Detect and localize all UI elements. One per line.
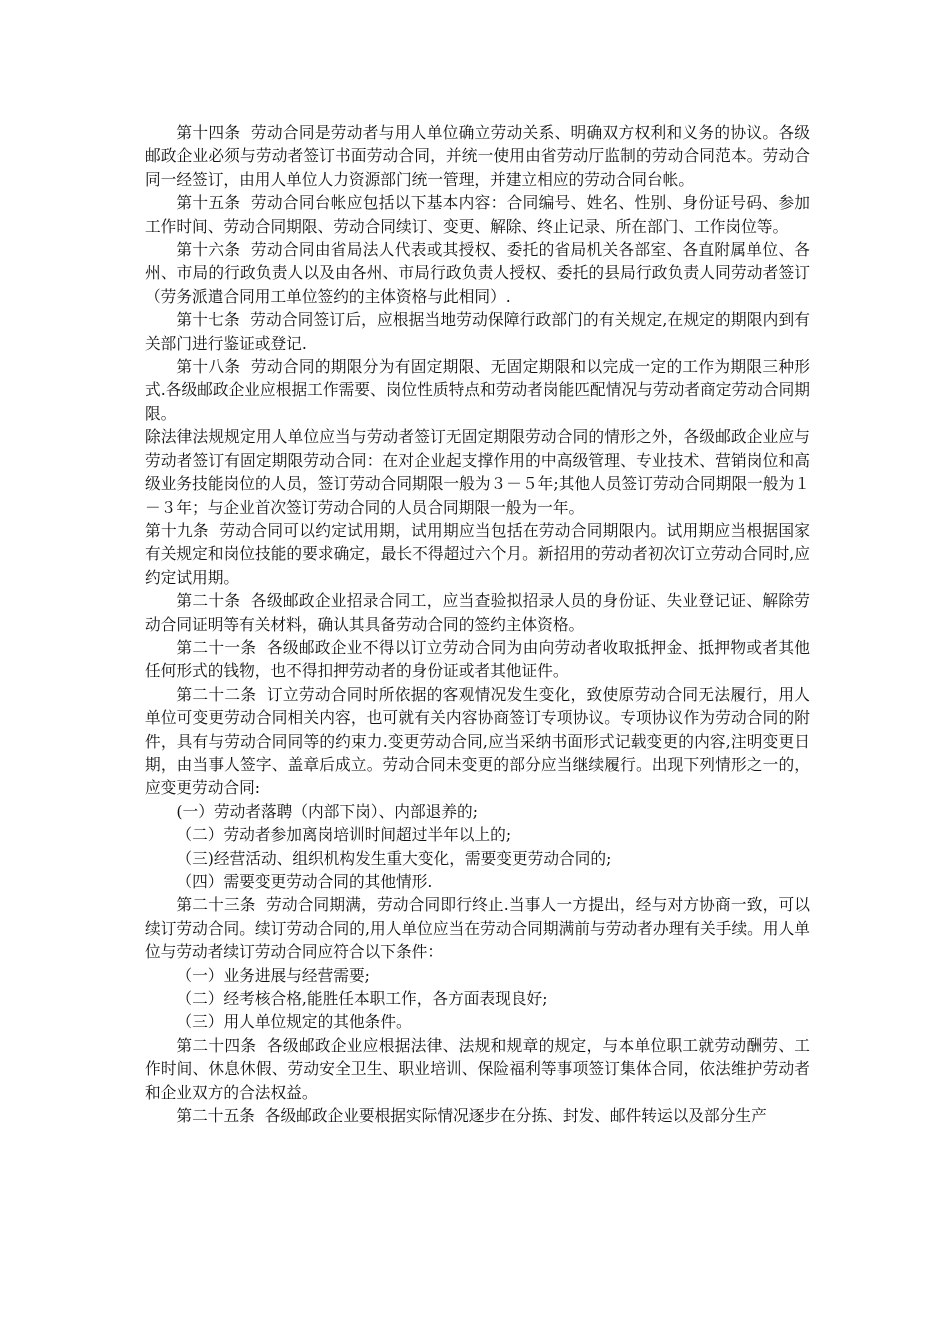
article-25: 第二十五条 各级邮政企业要根据实际情况逐步在分拣、封发、邮件转运以及部分生产: [176, 1106, 767, 1126]
article-23-item-2: （二）经考核合格,能胜任本职工作，各方面表现良好;: [176, 989, 548, 1009]
article-24: 第二十四条 各级邮政企业应根据法律、法规和规章的规定，与本单位职工就劳动酬劳、工作时间、休息休假、劳动安全卫生、职业培训、保险福利等事项签订集体合同，依法维护劳动者和企业双方的合法权益。: [145, 1035, 810, 1102]
article-23-item-1: （一）业务进展与经营需要;: [176, 965, 370, 985]
article-22-item-3: （三)经营活动、组织机构发生重大变化，需要变更劳动合同的;: [176, 848, 612, 868]
article-19: 第十九条 劳动合同可以约定试用期，试用期应当包括在劳动合同期限内。试用期应当根据国家有关规定和岗位技能的要求确定，最长不得超过六个月。新招用的劳动者初次订立劳动合同时,应约定试用期。: [145, 520, 810, 587]
article-22-item-4: （四）需要变更劳动合同的其他情形.: [176, 872, 433, 891]
article-22: 第二十二条 订立劳动合同时所依据的客观情况发生变化，致使原劳动合同无法履行，用人单位可变更劳动合同相关内容，也可就有关内容协商签订专项协议。专项协议作为劳动合同的附件，具有与劳动合同同等的约束力.变更劳动合同,应当采纳书面形式记载变更的内容,注明变更日期，由当事人签字、盖章后成立。劳动合同未变更的部分应当继续履行。出现下列情形之一的，应变更劳动合同:: [145, 684, 810, 798]
article-22-item-2: （二）劳动者参加离岗培训时间超过半年以上的;: [176, 825, 512, 845]
article-18: 第十八条 劳动合同的期限分为有固定期限、无固定期限和以完成一定的工作为期限三种形式.各级邮政企业应根据工作需要、岗位性质特点和劳动者岗能匹配情况与劳动者商定劳动合同期限。: [145, 357, 810, 423]
article-21: 第二十一条 各级邮政企业不得以订立劳动合同为由向劳动者收取抵押金、抵押物或者其他任何形式的钱物，也不得扣押劳动者的身份证或者其他证件。: [145, 637, 810, 681]
article-22-item-1: (一）劳动者落聘（内部下岗）、内部退养的;: [176, 801, 479, 821]
article-18-continuation: 除法律法规规定用人单位应当与劳动者签订无固定期限劳动合同的情形之外，各级邮政企业应与劳动者签订有固定期限劳动合同：在对企业起支撑作用的中高级管理、专业技术、营销岗位和高级业务技能岗位的人员，签订劳动合同期限一般为３－５年;其他人员签订劳动合同期限一般为１－３年；与企业首次签订劳动合同的人员合同期限一般为一年。: [145, 427, 810, 517]
article-14: 第十四条 劳动合同是劳动者与用人单位确立劳动关系、明确双方权利和义务的协议。各级邮政企业必须与劳动者签订书面劳动合同，并统一使用由省劳动厅监制的劳动合同范本。劳动合同一经签订，由用人单位人力资源部门统一管理，并建立相应的劳动合同台帐。: [145, 123, 810, 189]
article-20: 第二十条 各级邮政企业招录合同工，应当查验拟招录人员的身份证、失业登记证、解除劳动合同证明等有关材料，确认其具备劳动合同的签约主体资格。: [145, 591, 810, 634]
article-16: 第十六条 劳动合同由省局法人代表或其授权、委托的省局机关各部室、各直附属单位、各州、市局的行政负责人以及由各州、市局行政负责人授权、委托的县局行政负责人同劳动者签订（劳务派遣合同用工单位签约的主体资格与此相同）.: [145, 240, 810, 306]
article-15: 第十五条 劳动合同台帐应包括以下基本内容：合同编号、姓名、性别、身份证号码、参加工作时间、劳动合同期限、劳动合同续订、变更、解除、终止记录、所在部门、工作岗位等。: [145, 193, 810, 236]
document-body: [145, 121, 810, 1127]
article-23: 第二十三条 劳动合同期满，劳动合同即行终止.当事人一方提出，经与对方协商一致，可以续订劳动合同。续订劳动合同的,用人单位应当在劳动合同期满前与劳动者办理有关手续。用人单位与劳动者续订劳动合同应符合以下条件：: [145, 895, 810, 962]
article-17: 第十七条 劳动合同签订后，应根据当地劳动保障行政部门的有关规定,在规定的期限内到有关部门进行鉴证或登记.: [145, 310, 810, 353]
article-23-item-3: （三）用人单位规定的其他条件。: [176, 1012, 412, 1032]
